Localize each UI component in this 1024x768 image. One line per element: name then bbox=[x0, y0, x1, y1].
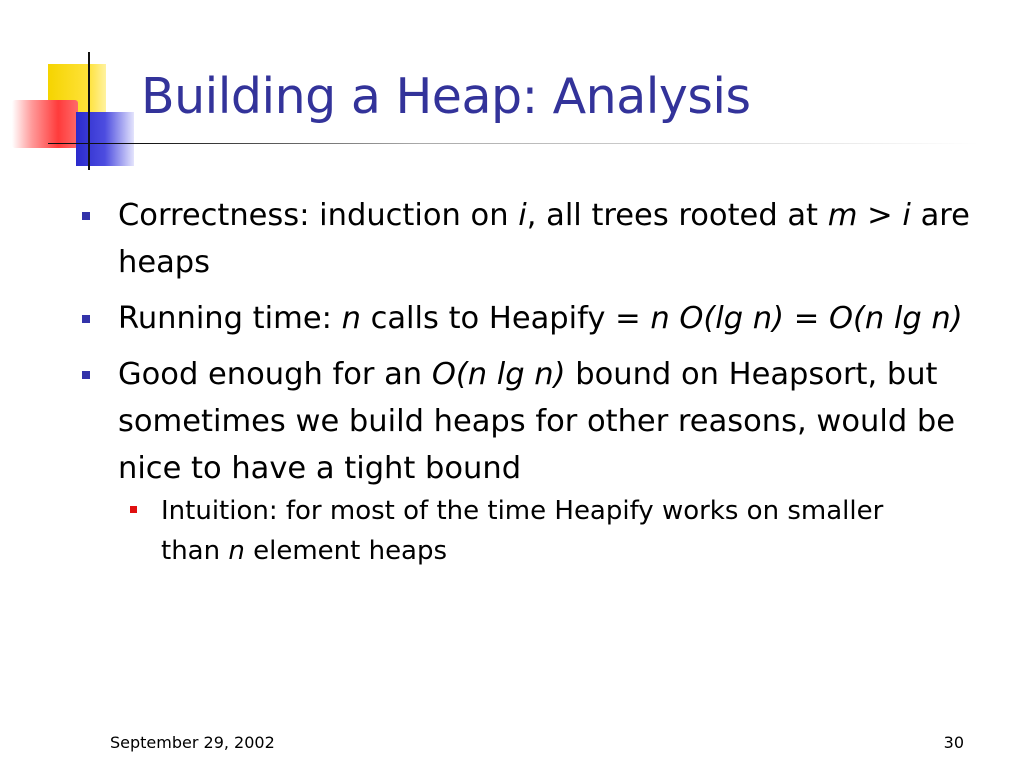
bullet-item bbox=[78, 192, 978, 286]
blue-square-bullet-icon bbox=[82, 315, 90, 323]
text-segment: element heaps bbox=[244, 536, 448, 566]
bullet-text bbox=[118, 192, 978, 286]
italic-text-segment: i bbox=[902, 198, 911, 233]
bullet-list bbox=[78, 192, 978, 580]
italic-text-segment: i bbox=[518, 198, 527, 233]
title-underline bbox=[48, 143, 978, 144]
italic-text-segment: = n O(lg n) = O(n lg n) bbox=[615, 301, 963, 336]
bullet-item bbox=[78, 295, 978, 342]
text-segment: are heaps bbox=[118, 198, 970, 280]
italic-text-segment: m bbox=[827, 198, 858, 233]
bullet-text bbox=[118, 351, 978, 492]
text-segment: bound on Heapsort, but sometimes we build heaps for other reasons, would be nice to have a tight bound bbox=[118, 357, 956, 486]
italic-text-segment: n bbox=[228, 536, 245, 566]
red-square bbox=[12, 100, 78, 148]
text-segment: calls to Heapify bbox=[360, 301, 616, 336]
blue-square-bullet-icon bbox=[82, 212, 90, 220]
sub-bullet-item bbox=[118, 491, 978, 571]
text-segment: Running time: bbox=[118, 301, 342, 336]
text-segment: Good enough for an bbox=[118, 357, 432, 392]
italic-text-segment: n bbox=[341, 301, 361, 336]
text-segment: > bbox=[857, 198, 903, 233]
sub-bullet-list bbox=[118, 491, 978, 571]
red-square-bullet-icon bbox=[130, 506, 137, 513]
blue-square bbox=[76, 112, 134, 166]
vertical-rule bbox=[88, 52, 90, 170]
text-segment: , all trees rooted at bbox=[526, 198, 828, 233]
slide-title: Building a Heap: Analysis bbox=[141, 68, 751, 125]
italic-text-segment: O(n lg n) bbox=[431, 357, 566, 392]
bullet-text bbox=[118, 295, 978, 342]
footer-date: September 29, 2002 bbox=[110, 733, 275, 752]
bullet-item bbox=[78, 351, 978, 571]
sub-bullet-text bbox=[161, 491, 921, 571]
page-number: 30 bbox=[943, 733, 964, 752]
text-segment: Intuition: for most of the time Heapify works on smaller than bbox=[161, 496, 884, 566]
text-segment: Correctness: induction on bbox=[118, 198, 519, 233]
blue-square-bullet-icon bbox=[82, 371, 90, 379]
